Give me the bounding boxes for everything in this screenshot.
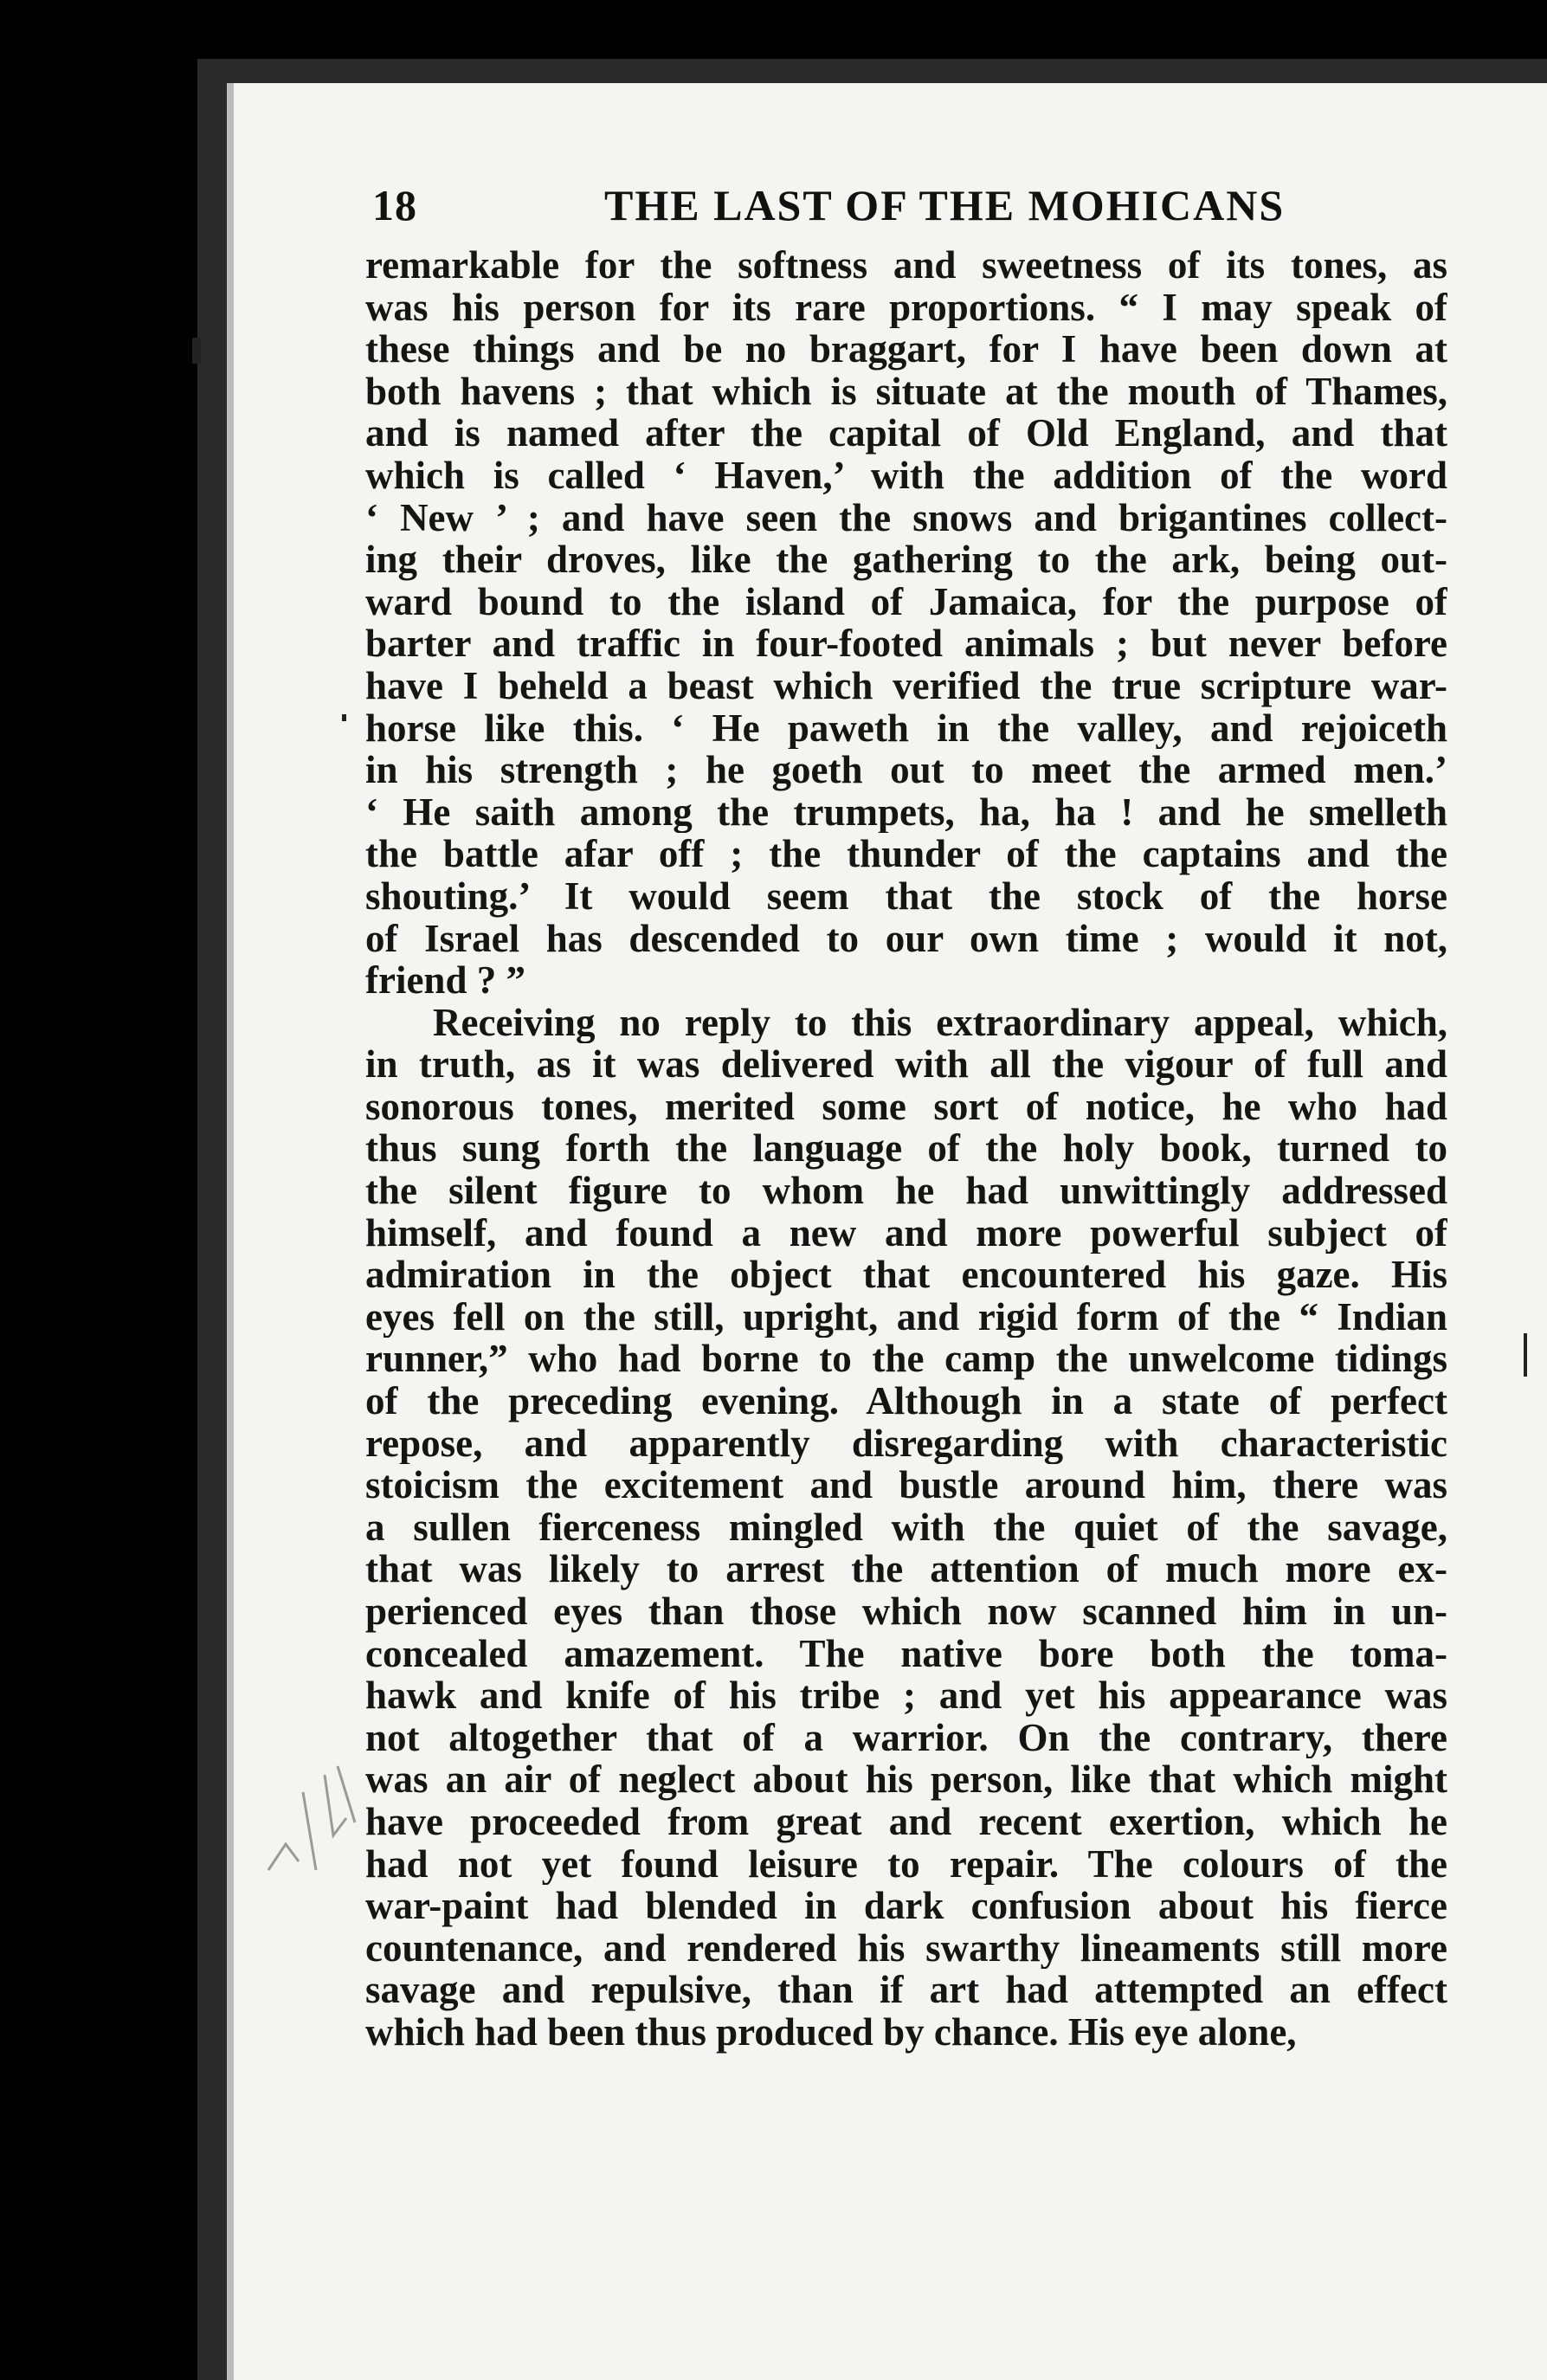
page-edge-shadow xyxy=(227,83,234,2380)
text-line: not altogether that of a warrior. On the contrary, there xyxy=(365,1716,1447,1759)
text-line: barter and traffic in four-footed animals ; but never before xyxy=(365,622,1447,665)
text-line: which is called ‘ Haven,’ with the addition of the word xyxy=(365,454,1447,497)
text-line: in truth, as it was delivered with all the vigour of full and xyxy=(365,1043,1447,1086)
text-line: savage and repulsive, than if art had attempted an effect xyxy=(365,1969,1447,2011)
text-line: concealed amazement. The native bore both the toma- xyxy=(365,1632,1447,1675)
text-line: sonorous tones, merited some sort of notice, he who had xyxy=(365,1085,1447,1128)
text-line: was an air of neglect about his person, like that which might xyxy=(365,1758,1447,1801)
text-line: hawk and knife of his tribe ; and yet his appearance was xyxy=(365,1674,1447,1717)
text-line: ing their droves, like the gathering to the ark, being out- xyxy=(365,539,1447,581)
pencil-scribble xyxy=(251,1740,372,1887)
text-line: these things and be no braggart, for I have been down at xyxy=(365,328,1447,371)
text-line: of the preceding evening. Although in a state of perfect xyxy=(365,1380,1447,1422)
text-line: had not yet found leisure to repair. The colours of the xyxy=(365,1842,1447,1886)
scan-speck xyxy=(192,338,201,364)
text-line: admiration in the object that encountered his gaze. His xyxy=(365,1254,1447,1296)
text-line: countenance, and rendered his swarthy lineaments still more xyxy=(365,1926,1447,1970)
text-line: horse like this. ‘ He paweth in the valley, and rejoiceth xyxy=(365,706,1447,750)
running-title: THE LAST OF THE MOHICANS xyxy=(604,181,1286,229)
text-line: stoicism the excitement and bustle around him, there was xyxy=(365,1464,1447,1506)
text-line: Receiving no reply to this extraordinary appeal, which, xyxy=(433,1001,1447,1044)
scan-speck xyxy=(342,714,346,721)
text-line: ‘ New ’ ; and have seen the snows and brigantines collect- xyxy=(365,496,1447,539)
text-line: the silent figure to whom he had unwittingly addressed xyxy=(365,1170,1447,1212)
text-line: ward bound to the island of Jamaica, for the purpose of xyxy=(365,580,1447,623)
text-line: which had been thus produced by chance. His eye alone, xyxy=(365,2010,1297,2054)
body-text xyxy=(365,244,1447,2054)
text-line: and is named after the capital of Old England, and that xyxy=(365,412,1447,455)
running-header xyxy=(372,180,1454,249)
text-line: in his strength ; he goeth out to meet the armed men.’ xyxy=(365,749,1447,791)
text-line: friend ? ” xyxy=(365,959,525,1002)
text-line: have I beheld a beast which verified the true scripture war- xyxy=(365,664,1447,707)
scan-speck xyxy=(1524,1333,1527,1377)
text-line: repose, and apparently disregarding with characteristic xyxy=(365,1422,1447,1465)
text-line: have proceeded from great and recent exertion, which he xyxy=(365,1800,1447,1843)
text-line: of Israel has descended to our own time ; would it not, xyxy=(365,917,1447,960)
text-line: the battle afar off ; the thunder of the captains and the xyxy=(365,833,1447,875)
text-line: himself, and found a new and more powerful subject of xyxy=(365,1211,1447,1254)
text-line: war-paint had blended in dark confusion about his fierce xyxy=(365,1885,1447,1927)
text-line: runner,” who had borne to the camp the unwelcome tidings xyxy=(365,1338,1447,1381)
text-line: eyes fell on the still, upright, and rigid form of the “ Indian xyxy=(365,1295,1447,1338)
text-line: ‘ He saith among the trumpets, ha, ha ! and he smelleth xyxy=(365,790,1447,834)
text-line: was his person for its rare proportions. “ I may speak of xyxy=(365,286,1447,329)
text-line: that was likely to arrest the attention of much more ex- xyxy=(365,1548,1447,1590)
text-line: shouting.’ It would seem that the stock of the horse xyxy=(365,874,1447,918)
text-line: both havens ; that which is situate at the mouth of Thames, xyxy=(365,370,1447,413)
page-number: 18 xyxy=(372,181,417,229)
text-line: perienced eyes than those which now scanned him in un- xyxy=(365,1590,1447,1633)
text-line: remarkable for the softness and sweetness of its tones, as xyxy=(365,244,1447,287)
text-line: thus sung forth the language of the holy book, turned to xyxy=(365,1127,1447,1171)
text-line: a sullen fierceness mingled with the quiet of the savage, xyxy=(365,1506,1447,1549)
